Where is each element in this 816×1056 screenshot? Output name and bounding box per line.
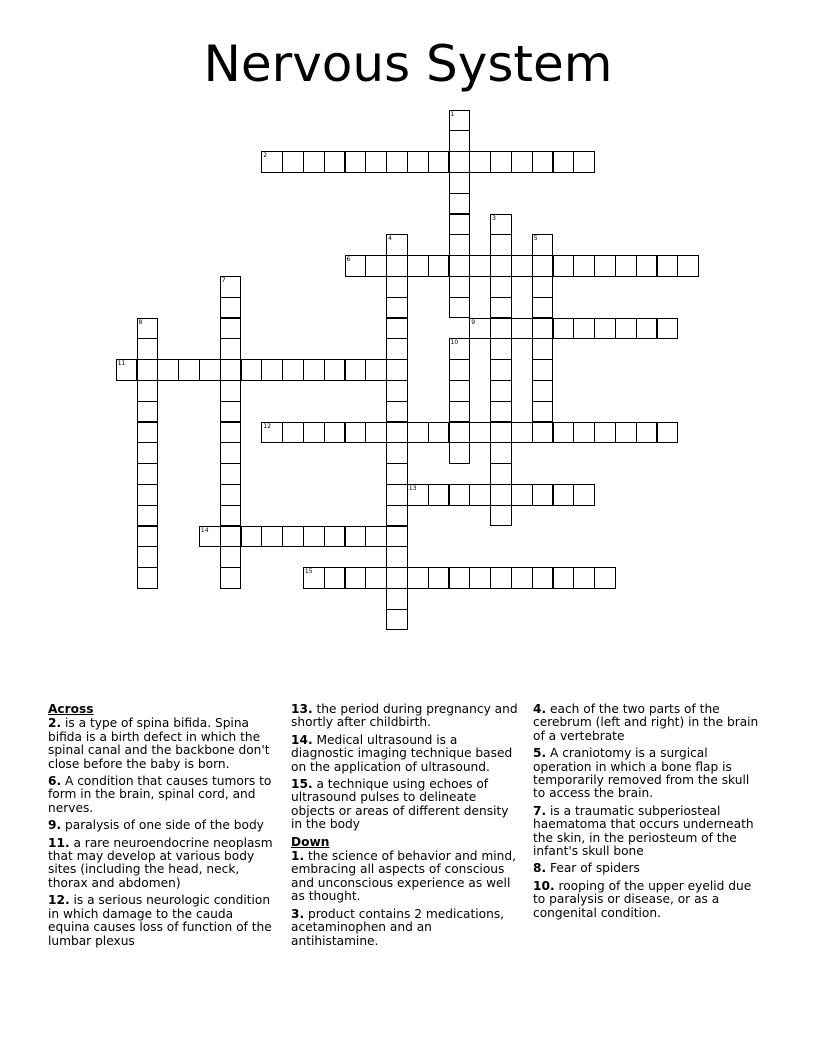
- page-title: Nervous System: [203, 35, 613, 93]
- clue-text: rooping of the upper eyelid due to paralysis or disease, or as a congenital condition.: [533, 878, 752, 920]
- grid-cell[interactable]: [532, 338, 554, 360]
- grid-cell[interactable]: [261, 151, 283, 173]
- clue-text: a technique using echoes of ultrasound pulses to delineate objects or areas of different density in the body: [291, 777, 509, 832]
- grid-cell[interactable]: [594, 422, 616, 444]
- grid-cell[interactable]: [469, 255, 491, 277]
- grid-cell[interactable]: [407, 484, 429, 506]
- grid-cell[interactable]: [615, 422, 637, 444]
- grid-cell[interactable]: [386, 609, 408, 631]
- grid-cell[interactable]: [553, 255, 575, 277]
- grid-cell[interactable]: [532, 276, 554, 298]
- grid-cell[interactable]: [511, 567, 533, 589]
- grid-cell[interactable]: [261, 526, 283, 548]
- grid-cell[interactable]: [220, 422, 242, 444]
- clue-label: 4.: [533, 702, 547, 716]
- grid-cell[interactable]: [220, 401, 242, 423]
- grid-cell[interactable]: [532, 318, 554, 340]
- grid-cell[interactable]: [199, 359, 221, 381]
- grid-cell[interactable]: [490, 255, 512, 277]
- grid-cell[interactable]: [157, 359, 179, 381]
- clue-label: 13.: [291, 702, 313, 716]
- grid-cell[interactable]: [469, 318, 491, 340]
- grid-cell[interactable]: [449, 151, 471, 173]
- grid-cell[interactable]: [490, 463, 512, 485]
- grid-cell[interactable]: [220, 276, 242, 298]
- grid-cell[interactable]: [594, 255, 616, 277]
- grid-cell[interactable]: [490, 234, 512, 256]
- grid-cell[interactable]: [324, 422, 346, 444]
- grid-cell[interactable]: [386, 401, 408, 423]
- grid-cell[interactable]: [220, 442, 242, 464]
- grid-cell[interactable]: [407, 567, 429, 589]
- grid-cell[interactable]: [511, 318, 533, 340]
- down-clue: [533, 747, 761, 801]
- grid-cell[interactable]: [365, 359, 387, 381]
- grid-cell[interactable]: [407, 151, 429, 173]
- down-clue: [533, 862, 761, 875]
- clue-label: 2.: [48, 716, 62, 731]
- grid-cell[interactable]: [116, 359, 138, 381]
- grid-cell[interactable]: [449, 380, 471, 402]
- across-clue: [291, 778, 519, 832]
- grid-cell[interactable]: [532, 567, 554, 589]
- grid-cell[interactable]: [324, 567, 346, 589]
- grid-cell[interactable]: [241, 359, 263, 381]
- grid-cell[interactable]: [553, 484, 575, 506]
- clue-text: is a traumatic subperiosteal haematoma that occurs underneath the skin, in the periosteum of the infant's skull bone: [533, 803, 754, 859]
- grid-cell[interactable]: [449, 234, 471, 256]
- grid-cell[interactable]: [137, 318, 159, 340]
- grid-cell[interactable]: [137, 505, 159, 527]
- grid-cell[interactable]: [220, 505, 242, 527]
- grid-cell[interactable]: [220, 359, 242, 381]
- grid-cell[interactable]: [137, 546, 159, 568]
- grid-cell[interactable]: [241, 526, 263, 548]
- grid-cell[interactable]: [428, 255, 450, 277]
- clue-number: 11: [117, 360, 126, 368]
- grid-cell[interactable]: [345, 567, 367, 589]
- grid-cell[interactable]: [449, 567, 471, 589]
- grid-cell[interactable]: [657, 318, 679, 340]
- grid-cell[interactable]: [386, 588, 408, 610]
- grid-cell[interactable]: [261, 422, 283, 444]
- clue-number: 6: [346, 256, 351, 264]
- grid-cell[interactable]: [532, 401, 554, 423]
- clue-number: 1: [450, 110, 455, 118]
- across-clue: [48, 717, 276, 771]
- clue-label: 14.: [291, 732, 313, 747]
- grid-cell[interactable]: [615, 318, 637, 340]
- clue-label: 5.: [533, 746, 547, 761]
- grid-cell[interactable]: [137, 401, 159, 423]
- grid-cell[interactable]: [553, 422, 575, 444]
- grid-cell[interactable]: [428, 484, 450, 506]
- grid-cell[interactable]: [386, 297, 408, 319]
- grid-cell[interactable]: [449, 214, 471, 236]
- grid-cell[interactable]: [532, 255, 554, 277]
- grid-cell[interactable]: [345, 526, 367, 548]
- down-clue: [291, 850, 519, 904]
- clue-label: 8.: [533, 861, 547, 876]
- grid-cell[interactable]: [469, 151, 491, 173]
- grid-cell[interactable]: [428, 422, 450, 444]
- grid-cell[interactable]: [407, 422, 429, 444]
- clue-column-2: [291, 703, 519, 952]
- grid-cell[interactable]: [220, 526, 242, 548]
- down-clue: [533, 880, 761, 920]
- grid-cell[interactable]: [657, 422, 679, 444]
- across-clue: [48, 837, 276, 891]
- grid-cell[interactable]: [594, 318, 616, 340]
- grid-cell[interactable]: [137, 338, 159, 360]
- grid-cell[interactable]: [511, 484, 533, 506]
- clue-number: 14: [200, 526, 209, 534]
- grid-cell[interactable]: [449, 442, 471, 464]
- grid-cell[interactable]: [615, 255, 637, 277]
- grid-cell[interactable]: [386, 380, 408, 402]
- grid-cell[interactable]: [553, 318, 575, 340]
- grid-cell[interactable]: [573, 484, 595, 506]
- across-clues-part1: [48, 717, 276, 948]
- grid-cell[interactable]: [137, 526, 159, 548]
- grid-cell[interactable]: [282, 151, 304, 173]
- grid-cell[interactable]: [511, 255, 533, 277]
- grid-cell[interactable]: [573, 567, 595, 589]
- grid-cell[interactable]: [677, 255, 699, 277]
- across-heading: Across: [48, 702, 94, 716]
- grid-cell[interactable]: [324, 526, 346, 548]
- across-clue: [291, 703, 519, 730]
- clue-number: 2: [263, 152, 268, 160]
- clue-label: 15.: [291, 777, 313, 792]
- clue-text: each of the two parts of the cerebrum (left and right) in the brain of a vertebrate: [533, 702, 759, 743]
- clue-text: product contains 2 medications, acetaminophen and an antihistamine.: [291, 906, 505, 948]
- grid-cell[interactable]: [386, 567, 408, 589]
- grid-cell[interactable]: [303, 422, 325, 444]
- grid-cell[interactable]: [490, 297, 512, 319]
- grid-cell[interactable]: [282, 526, 304, 548]
- grid-cell[interactable]: [490, 276, 512, 298]
- grid-cell[interactable]: [386, 318, 408, 340]
- grid-cell[interactable]: [137, 442, 159, 464]
- clue-number: 3: [492, 214, 496, 222]
- grid-cell[interactable]: [490, 505, 512, 527]
- clue-number: 8: [138, 318, 143, 326]
- grid-cell[interactable]: [532, 380, 554, 402]
- grid-cell[interactable]: [137, 422, 159, 444]
- clue-label: 1.: [291, 849, 305, 864]
- grid-cell[interactable]: [386, 546, 408, 568]
- clue-text: paralysis of one side of the body: [61, 818, 264, 833]
- grid-cell[interactable]: [303, 526, 325, 548]
- grid-cell[interactable]: [137, 567, 159, 589]
- grid-cell[interactable]: [386, 484, 408, 506]
- grid-cell[interactable]: [365, 526, 387, 548]
- grid-cell[interactable]: [573, 151, 595, 173]
- grid-cell[interactable]: [365, 422, 387, 444]
- grid-cell[interactable]: [449, 172, 471, 194]
- grid-cell[interactable]: [469, 484, 491, 506]
- grid-cell[interactable]: [220, 338, 242, 360]
- grid-cell[interactable]: [532, 234, 554, 256]
- clue-label: 7.: [533, 803, 547, 818]
- grid-cell[interactable]: [386, 442, 408, 464]
- clue-number: 12: [263, 422, 271, 430]
- clue-number: 15: [304, 568, 313, 576]
- grid-cell[interactable]: [469, 567, 491, 589]
- grid-cell[interactable]: [532, 484, 554, 506]
- clue-column-3: [533, 703, 761, 924]
- clue-number: 7: [221, 276, 226, 284]
- across-clue: [48, 819, 276, 832]
- grid-cell[interactable]: [303, 359, 325, 381]
- across-clue: [48, 775, 276, 815]
- grid-cell[interactable]: [386, 463, 408, 485]
- grid-cell[interactable]: [449, 255, 471, 277]
- grid-cell[interactable]: [137, 484, 159, 506]
- grid-cell[interactable]: [511, 422, 533, 444]
- grid-cell[interactable]: [220, 380, 242, 402]
- down-heading: Down: [291, 834, 330, 849]
- grid-cell[interactable]: [386, 338, 408, 360]
- grid-cell[interactable]: [449, 359, 471, 381]
- grid-cell[interactable]: [573, 422, 595, 444]
- grid-cell[interactable]: [449, 130, 471, 152]
- clue-text: Medical ultrasound is a diagnostic imaging technique based on the application of ultrasound.: [291, 732, 513, 774]
- grid-cell[interactable]: [137, 463, 159, 485]
- grid-cell[interactable]: [469, 422, 491, 444]
- grid-cell[interactable]: [449, 297, 471, 319]
- grid-cell[interactable]: [449, 193, 471, 215]
- grid-cell[interactable]: [532, 359, 554, 381]
- grid-cell[interactable]: [594, 567, 616, 589]
- grid-cell[interactable]: [282, 359, 304, 381]
- grid-cell[interactable]: [490, 318, 512, 340]
- clue-text: the science of behavior and mind, embracing all aspects of conscious and unconscious experience as well as thought.: [291, 849, 516, 904]
- clue-number: 13: [408, 484, 417, 492]
- grid-cell[interactable]: [324, 151, 346, 173]
- clue-label: 11.: [48, 835, 70, 850]
- clue-number: 4: [388, 235, 392, 243]
- grid-cell[interactable]: [449, 110, 471, 132]
- grid-cell[interactable]: [490, 359, 512, 381]
- clue-label: 12.: [48, 893, 70, 908]
- grid-cell[interactable]: [386, 359, 408, 381]
- grid-cell[interactable]: [490, 151, 512, 173]
- grid-cell[interactable]: [428, 567, 450, 589]
- grid-cell[interactable]: [365, 151, 387, 173]
- clue-label: 9.: [48, 818, 62, 833]
- grid-cell[interactable]: [573, 318, 595, 340]
- grid-cell[interactable]: [449, 484, 471, 506]
- grid-cell[interactable]: [636, 318, 658, 340]
- across-clue: [291, 734, 519, 774]
- grid-cell[interactable]: [345, 359, 367, 381]
- grid-cell[interactable]: [407, 255, 429, 277]
- grid-cell[interactable]: [386, 505, 408, 527]
- grid-cell[interactable]: [532, 422, 554, 444]
- grid-cell[interactable]: [490, 401, 512, 423]
- grid-cell[interactable]: [324, 359, 346, 381]
- grid-cell[interactable]: [220, 567, 242, 589]
- clue-text: Fear of spiders: [546, 861, 640, 876]
- grid-cell[interactable]: [199, 526, 221, 548]
- grid-cell[interactable]: [386, 255, 408, 277]
- clue-number: 10: [450, 339, 459, 347]
- grid-cell[interactable]: [386, 276, 408, 298]
- grid-cell[interactable]: [386, 526, 408, 548]
- clue-text: A craniotomy is a surgical operation in which a bone flap is temporarily removed from the skull to access the brain.: [533, 746, 750, 801]
- grid-cell[interactable]: [490, 214, 512, 236]
- grid-cell[interactable]: [532, 151, 554, 173]
- grid-cell[interactable]: [636, 255, 658, 277]
- grid-cell[interactable]: [490, 484, 512, 506]
- grid-cell[interactable]: [428, 151, 450, 173]
- grid-cell[interactable]: [490, 422, 512, 444]
- grid-cell[interactable]: [657, 255, 679, 277]
- grid-cell[interactable]: [386, 234, 408, 256]
- grid-cell[interactable]: [178, 359, 200, 381]
- grid-cell[interactable]: [386, 422, 408, 444]
- grid-cell[interactable]: [261, 359, 283, 381]
- clue-text: a rare neuroendocrine neoplasm that may develop at various body sites (including the head, neck, thorax and abdomen): [48, 835, 273, 890]
- down-clue: [533, 805, 761, 859]
- grid-cell[interactable]: [282, 422, 304, 444]
- grid-cell[interactable]: [345, 151, 367, 173]
- grid-cell[interactable]: [490, 567, 512, 589]
- grid-cell[interactable]: [490, 338, 512, 360]
- clue-label: 10.: [533, 878, 555, 893]
- clue-text: is a type of spina bifida. Spina bifida is a birth defect in which the spinal canal and the backbone don't close before the baby is born.: [48, 716, 270, 771]
- grid-cell[interactable]: [449, 401, 471, 423]
- grid-cell[interactable]: [553, 151, 575, 173]
- clue-text: the period during pregnancy and shortly after childbirth.: [291, 702, 518, 730]
- grid-cell[interactable]: [553, 567, 575, 589]
- grid-cell[interactable]: [511, 151, 533, 173]
- grid-cell[interactable]: [137, 380, 159, 402]
- grid-cell[interactable]: [386, 151, 408, 173]
- grid-cell[interactable]: [490, 380, 512, 402]
- grid-cell[interactable]: [636, 422, 658, 444]
- down-clue: [291, 908, 519, 948]
- grid-cell[interactable]: [365, 567, 387, 589]
- down-clue: [533, 703, 761, 743]
- grid-cell[interactable]: [345, 422, 367, 444]
- clue-label: 3.: [291, 906, 305, 921]
- grid-cell[interactable]: [137, 359, 159, 381]
- grid-cell[interactable]: [449, 422, 471, 444]
- grid-cell[interactable]: [220, 318, 242, 340]
- clue-text: is a serious neurologic condition in which damage to the cauda equina causes loss of function of the lumbar plexus: [48, 893, 272, 948]
- clue-number: 5: [533, 235, 538, 243]
- grid-cell[interactable]: [303, 151, 325, 173]
- clue-number: 9: [471, 318, 476, 326]
- grid-cell[interactable]: [220, 297, 242, 319]
- grid-cell[interactable]: [449, 276, 471, 298]
- grid-cell[interactable]: [345, 255, 367, 277]
- grid-cell[interactable]: [532, 297, 554, 319]
- grid-cell[interactable]: [573, 255, 595, 277]
- clue-column-1: [48, 703, 276, 952]
- clue-label: 6.: [48, 774, 62, 789]
- across-clue: [48, 894, 276, 948]
- grid-cell[interactable]: [449, 338, 471, 360]
- grid-cell[interactable]: [220, 546, 242, 568]
- grid-cell[interactable]: [303, 567, 325, 589]
- grid-cell[interactable]: [365, 255, 387, 277]
- grid-cell[interactable]: [490, 442, 512, 464]
- clue-text: A condition that causes tumors to form in the brain, spinal cord, and nerves.: [48, 774, 272, 815]
- grid-cell[interactable]: [220, 484, 242, 506]
- grid-cell[interactable]: [220, 463, 242, 485]
